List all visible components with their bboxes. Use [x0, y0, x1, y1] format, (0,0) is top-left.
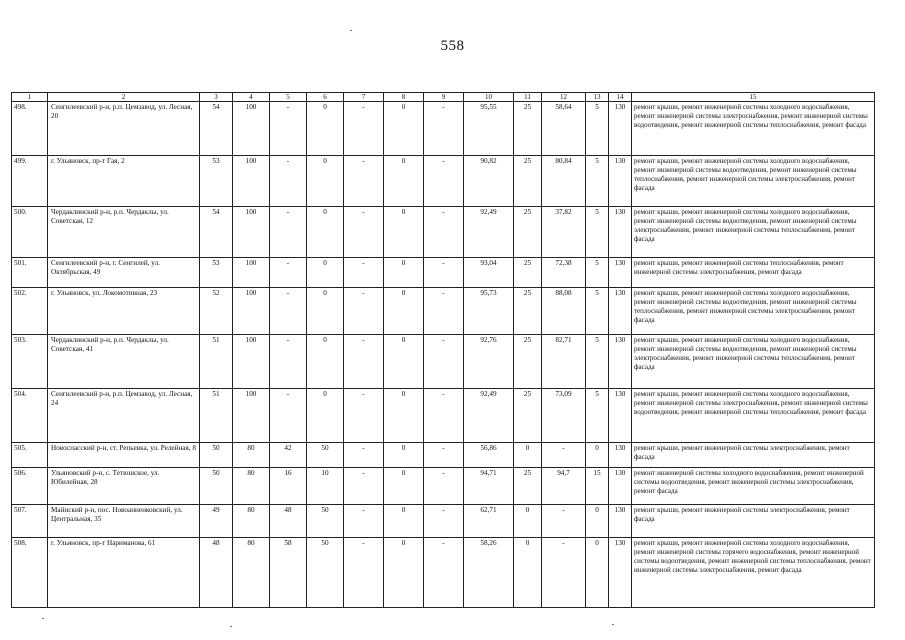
value-cell-col-8: 0: [384, 156, 424, 207]
table-row: [12, 443, 875, 468]
value-cell-col-13: 5: [586, 102, 609, 156]
works-list-cell: ремонт крыши, ремонт инженерной системы холодного водоснабжения, ремонт инженерной системы водоотведения, ремонт инженерной системы электроснабжения, ремонт инженерной системы теплоснабжения, ремонт фасада: [632, 207, 875, 258]
value-cell-col-12: -: [542, 538, 586, 608]
scan-speck: [350, 30, 352, 31]
row-number-cell: 501.: [12, 258, 48, 288]
value-cell-col-12: 58,64: [542, 102, 586, 156]
value-cell-col-6: 0: [307, 335, 344, 389]
row-number-cell: 504.: [12, 389, 48, 443]
repair-table-container: [11, 92, 875, 608]
value-cell-col-5: 42: [270, 443, 307, 468]
value-cell-col-12: 80,84: [542, 156, 586, 207]
column-header-11: 11: [514, 93, 542, 102]
value-cell-col-4: 80: [233, 538, 270, 608]
value-cell-col-13: 5: [586, 258, 609, 288]
value-cell-col-9: -: [424, 156, 464, 207]
value-cell-col-6: 0: [307, 156, 344, 207]
value-cell-col-10: 95,55: [464, 102, 514, 156]
row-number-cell: 507.: [12, 505, 48, 538]
column-header-10: 10: [464, 93, 514, 102]
row-number-cell: 503.: [12, 335, 48, 389]
value-cell-col-8: 0: [384, 389, 424, 443]
column-header-14: 14: [609, 93, 632, 102]
value-cell-col-12: 94,7: [542, 468, 586, 505]
value-cell-col-7: -: [344, 288, 384, 335]
table-row: [12, 468, 875, 505]
value-cell-col-11: 25: [514, 288, 542, 335]
works-list-cell: ремонт крыши, ремонт инженерной системы теплоснабжения, ремонт инженерной системы электроснабжения, ремонт фасада: [632, 258, 875, 288]
value-cell-col-3: 51: [200, 335, 233, 389]
value-cell-col-4: 80: [233, 505, 270, 538]
scan-speck: [612, 624, 614, 625]
value-cell-col-14: 130: [609, 258, 632, 288]
value-cell-col-13: 15: [586, 468, 609, 505]
value-cell-col-5: 48: [270, 505, 307, 538]
value-cell-col-10: 56,86: [464, 443, 514, 468]
value-cell-col-8: 0: [384, 505, 424, 538]
value-cell-col-4: 100: [233, 156, 270, 207]
address-cell: Сенгилеевский р-н, р.п. Цемзавод, ул. Лесная, 20: [48, 102, 200, 156]
value-cell-col-4: 100: [233, 288, 270, 335]
works-list-cell: ремонт крыши, ремонт инженерной системы электроснабжения, ремонт фасада: [632, 443, 875, 468]
value-cell-col-11: 0: [514, 443, 542, 468]
value-cell-col-7: -: [344, 538, 384, 608]
value-cell-col-9: -: [424, 443, 464, 468]
column-header-1: 1: [12, 93, 48, 102]
works-list-cell: ремонт инженерной системы холодного водоснабжения, ремонт инженерной системы водоотведения, ремонт инженерной системы электроснабжения, ремонт фасада: [632, 468, 875, 505]
column-header-15: 15: [632, 93, 875, 102]
value-cell-col-9: -: [424, 102, 464, 156]
value-cell-col-5: 16: [270, 468, 307, 505]
value-cell-col-11: 0: [514, 505, 542, 538]
value-cell-col-7: -: [344, 102, 384, 156]
row-number-cell: 505.: [12, 443, 48, 468]
value-cell-col-13: 0: [586, 443, 609, 468]
value-cell-col-10: 62,71: [464, 505, 514, 538]
value-cell-col-13: 5: [586, 288, 609, 335]
value-cell-col-13: 5: [586, 335, 609, 389]
works-list-cell: ремонт крыши, ремонт инженерной системы холодного водоснабжения, ремонт инженерной системы электроснабжения, ремонт инженерной системы водоотведения, ремонт инженерной системы теплоснабжения, ремонт фасада: [632, 102, 875, 156]
value-cell-col-14: 130: [609, 335, 632, 389]
value-cell-col-10: 58,26: [464, 538, 514, 608]
value-cell-col-9: -: [424, 468, 464, 505]
table-body: [12, 102, 875, 608]
table-row: [12, 288, 875, 335]
value-cell-col-7: -: [344, 207, 384, 258]
value-cell-col-14: 130: [609, 102, 632, 156]
value-cell-col-3: 54: [200, 207, 233, 258]
value-cell-col-3: 50: [200, 468, 233, 505]
address-cell: Чердаклинский р-н, р.п. Чердаклы, ул. Советская, 41: [48, 335, 200, 389]
value-cell-col-7: -: [344, 443, 384, 468]
value-cell-col-13: 5: [586, 389, 609, 443]
address-cell: Сенгилеевский р-н, г. Сенгилей, ул. Октябрьская, 49: [48, 258, 200, 288]
value-cell-col-14: 130: [609, 443, 632, 468]
value-cell-col-6: 0: [307, 207, 344, 258]
scan-speck: [230, 626, 232, 627]
works-list-cell: ремонт крыши, ремонт инженерной системы холодного водоснабжения, ремонт инженерной системы горячего водоснабжения, ремонт инженерной системы водоотведения, ремонт инженерной системы теплоснабжения, ремонт инженерной системы электроснабжения, ремонт фасада: [632, 538, 875, 608]
address-cell: Сенгилеевский р-н, р.п. Цемзавод, ул. Лесная, 24: [48, 389, 200, 443]
value-cell-col-6: 0: [307, 102, 344, 156]
value-cell-col-3: 49: [200, 505, 233, 538]
value-cell-col-13: 0: [586, 538, 609, 608]
value-cell-col-11: 25: [514, 468, 542, 505]
value-cell-col-12: -: [542, 443, 586, 468]
value-cell-col-12: -: [542, 505, 586, 538]
value-cell-col-12: 88,08: [542, 288, 586, 335]
value-cell-col-10: 93,04: [464, 258, 514, 288]
table-row: [12, 156, 875, 207]
row-number-cell: 508.: [12, 538, 48, 608]
value-cell-col-6: 50: [307, 443, 344, 468]
address-cell: Новоспасский р-н, ст. Репьевка, ул. Релейная, 8: [48, 443, 200, 468]
address-cell: Ульяновский р-н, с. Тетюшское, ул. Юбилейная, 28: [48, 468, 200, 505]
address-cell: г. Ульяновск, пр-т Гая, 2: [48, 156, 200, 207]
value-cell-col-3: 50: [200, 443, 233, 468]
column-header-8: 8: [384, 93, 424, 102]
row-number-cell: 499.: [12, 156, 48, 207]
value-cell-col-8: 0: [384, 258, 424, 288]
value-cell-col-11: 25: [514, 102, 542, 156]
value-cell-col-9: -: [424, 258, 464, 288]
value-cell-col-14: 130: [609, 207, 632, 258]
value-cell-col-10: 94,71: [464, 468, 514, 505]
repair-table: [11, 92, 875, 608]
value-cell-col-6: 50: [307, 505, 344, 538]
works-list-cell: ремонт крыши, ремонт инженерной системы электроснабжения, ремонт фасада: [632, 505, 875, 538]
value-cell-col-11: 25: [514, 335, 542, 389]
value-cell-col-3: 48: [200, 538, 233, 608]
value-cell-col-6: 10: [307, 468, 344, 505]
value-cell-col-11: 25: [514, 207, 542, 258]
value-cell-col-10: 92,49: [464, 389, 514, 443]
value-cell-col-7: -: [344, 468, 384, 505]
column-header-12: 12: [542, 93, 586, 102]
header-row: [12, 93, 875, 102]
value-cell-col-3: 53: [200, 258, 233, 288]
column-header-13: 13: [586, 93, 609, 102]
value-cell-col-14: 130: [609, 538, 632, 608]
table-row: [12, 102, 875, 156]
value-cell-col-14: 130: [609, 389, 632, 443]
value-cell-col-8: 0: [384, 538, 424, 608]
value-cell-col-12: 72,38: [542, 258, 586, 288]
value-cell-col-7: -: [344, 258, 384, 288]
value-cell-col-5: -: [270, 389, 307, 443]
value-cell-col-8: 0: [384, 102, 424, 156]
value-cell-col-9: -: [424, 538, 464, 608]
value-cell-col-6: 0: [307, 389, 344, 443]
value-cell-col-6: 0: [307, 288, 344, 335]
value-cell-col-4: 100: [233, 102, 270, 156]
works-list-cell: ремонт крыши, ремонт инженерной системы холодного водоснабжения, ремонт инженерной системы электроснабжения, ремонт инженерной системы водоотведения, ремонт инженерной системы теплоснабжения, ремонт фасада: [632, 389, 875, 443]
column-header-7: 7: [344, 93, 384, 102]
value-cell-col-10: 95,73: [464, 288, 514, 335]
table-row: [12, 258, 875, 288]
value-cell-col-14: 130: [609, 505, 632, 538]
value-cell-col-14: 130: [609, 288, 632, 335]
row-number-cell: 498.: [12, 102, 48, 156]
value-cell-col-13: 5: [586, 156, 609, 207]
value-cell-col-5: -: [270, 258, 307, 288]
value-cell-col-4: 100: [233, 335, 270, 389]
value-cell-col-6: 50: [307, 538, 344, 608]
value-cell-col-11: 25: [514, 258, 542, 288]
value-cell-col-3: 54: [200, 102, 233, 156]
table-row: [12, 389, 875, 443]
column-header-6: 6: [307, 93, 344, 102]
value-cell-col-8: 0: [384, 288, 424, 335]
value-cell-col-4: 100: [233, 207, 270, 258]
scan-speck: [42, 618, 44, 619]
value-cell-col-3: 51: [200, 389, 233, 443]
page-number: 558: [440, 38, 465, 54]
value-cell-col-8: 0: [384, 207, 424, 258]
value-cell-col-8: 0: [384, 335, 424, 389]
row-number-cell: 506.: [12, 468, 48, 505]
works-list-cell: ремонт крыши, ремонт инженерной системы холодного водоснабжения, ремонт инженерной системы водоотведения, ремонт инженерной системы теплоснабжения, ремонт инженерной системы электроснабжения, ремонт фасада: [632, 288, 875, 335]
value-cell-col-9: -: [424, 335, 464, 389]
row-number-cell: 502.: [12, 288, 48, 335]
column-header-9: 9: [424, 93, 464, 102]
table-row: [12, 207, 875, 258]
value-cell-col-4: 100: [233, 258, 270, 288]
value-cell-col-7: -: [344, 335, 384, 389]
value-cell-col-6: 0: [307, 258, 344, 288]
value-cell-col-11: 25: [514, 156, 542, 207]
value-cell-col-5: 58: [270, 538, 307, 608]
value-cell-col-11: 0: [514, 538, 542, 608]
value-cell-col-3: 52: [200, 288, 233, 335]
value-cell-col-12: 82,71: [542, 335, 586, 389]
value-cell-col-5: -: [270, 335, 307, 389]
value-cell-col-5: -: [270, 156, 307, 207]
works-list-cell: ремонт крыши, ремонт инженерной системы холодного водоснабжения, ремонт инженерной системы водоотведения, ремонт инженерной системы электроснабжения, ремонт инженерной системы теплоснабжения, ремонт фасада: [632, 335, 875, 389]
row-number-cell: 500.: [12, 207, 48, 258]
value-cell-col-10: 92,76: [464, 335, 514, 389]
value-cell-col-13: 5: [586, 207, 609, 258]
value-cell-col-13: 0: [586, 505, 609, 538]
value-cell-col-5: -: [270, 288, 307, 335]
table-row: [12, 335, 875, 389]
value-cell-col-14: 130: [609, 156, 632, 207]
value-cell-col-12: 37,82: [542, 207, 586, 258]
address-cell: Майнский р-н, пос. Новоанненковский, ул. Центральная, 35: [48, 505, 200, 538]
value-cell-col-7: -: [344, 389, 384, 443]
works-list-cell: ремонт крыши, ремонт инженерной системы холодного водоснабжения, ремонт инженерной системы водоотведения, ремонт инженерной системы теплоснабжения, ремонт инженерной системы электроснабжения, ремонт фасада: [632, 156, 875, 207]
address-cell: Чердаклинский р-н, р.п. Чердаклы, ул. Советская, 12: [48, 207, 200, 258]
value-cell-col-9: -: [424, 207, 464, 258]
table-row: [12, 538, 875, 608]
table-row: [12, 505, 875, 538]
value-cell-col-8: 0: [384, 443, 424, 468]
column-header-5: 5: [270, 93, 307, 102]
value-cell-col-7: -: [344, 156, 384, 207]
value-cell-col-11: 25: [514, 389, 542, 443]
value-cell-col-9: -: [424, 288, 464, 335]
value-cell-col-10: 92,49: [464, 207, 514, 258]
value-cell-col-5: -: [270, 102, 307, 156]
value-cell-col-9: -: [424, 389, 464, 443]
column-header-2: 2: [48, 93, 200, 102]
value-cell-col-4: 100: [233, 389, 270, 443]
column-header-4: 4: [233, 93, 270, 102]
value-cell-col-8: 0: [384, 468, 424, 505]
value-cell-col-10: 90,82: [464, 156, 514, 207]
value-cell-col-14: 130: [609, 468, 632, 505]
value-cell-col-9: -: [424, 505, 464, 538]
address-cell: г. Ульяновск, ул. Локомотивная, 23: [48, 288, 200, 335]
value-cell-col-4: 80: [233, 468, 270, 505]
value-cell-col-3: 53: [200, 156, 233, 207]
value-cell-col-7: -: [344, 505, 384, 538]
column-header-3: 3: [200, 93, 233, 102]
value-cell-col-5: -: [270, 207, 307, 258]
value-cell-col-4: 80: [233, 443, 270, 468]
value-cell-col-12: 73,09: [542, 389, 586, 443]
address-cell: г. Ульяновск, пр-т Нариманова, 61: [48, 538, 200, 608]
